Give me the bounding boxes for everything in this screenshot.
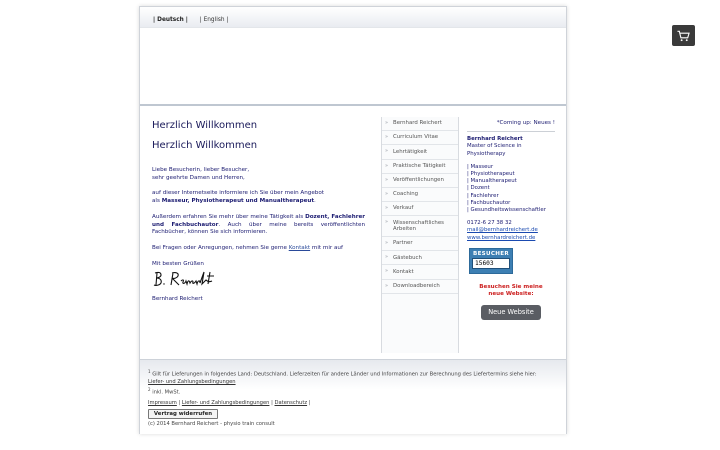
greeting-line-1: Liebe Besucherin, lieber Besucher,	[152, 167, 250, 173]
nav-item-curriculum-vitae[interactable]: » Curriculum Vitae	[382, 131, 458, 145]
footer-separator: |	[269, 400, 275, 406]
contact-link[interactable]: Kontakt	[288, 244, 311, 251]
footer-separator: |	[307, 400, 311, 406]
profile-block	[467, 136, 555, 158]
profile-name: Bernhard Reichert	[467, 136, 523, 143]
greeting-line-2: sehr geehrte Damen und Herren,	[152, 174, 245, 181]
handwritten-signature	[152, 270, 232, 288]
role-item: | Fachbuchautor	[467, 199, 511, 206]
copyright: (c) 2014 Bernhard Reichert - physio train consult	[148, 421, 275, 427]
language-bar	[140, 7, 566, 28]
nav-item-bernhard-reichert[interactable]: » Bernhard Reichert	[382, 117, 458, 131]
visitor-counter-value: 15603	[472, 258, 510, 269]
footer-links	[148, 400, 310, 406]
role-item: | Masseur	[467, 163, 494, 170]
contact-paragraph	[152, 245, 365, 253]
visit-new-site-text	[467, 284, 555, 299]
nav-item-gaestebuch[interactable]: » Gästebuch	[382, 251, 458, 265]
impressum-link[interactable]: Impressum	[148, 400, 177, 406]
role-item: | Dozent	[467, 185, 490, 192]
page-subtitle: Herzlich Willkommen	[152, 140, 258, 151]
nav-item-lehrtaetigkeit[interactable]: » Lehrtätigkeit	[382, 145, 458, 159]
role-item: | Manualtherapeut	[467, 178, 517, 185]
contact-block	[467, 220, 555, 242]
website-link[interactable]: www.bernhardreichert.de	[467, 234, 536, 241]
coming-up-link[interactable]: *Coming up: Neues !	[467, 120, 555, 132]
intro-prefix: als	[152, 198, 162, 205]
visit-text-line-1: Besuchen Sie meine	[479, 283, 543, 290]
intro-paragraph	[152, 190, 365, 206]
regards-text: Mit besten Grüßen	[152, 260, 204, 267]
nav-item-kontakt[interactable]: » Kontakt	[382, 265, 458, 279]
more-roles: Dozent, Fachlehrer und Fachbuchautor	[152, 213, 366, 228]
nav-item-partner[interactable]: » Partner	[382, 237, 458, 251]
side-navigation	[381, 117, 459, 353]
vat-note-text: inkl. MwSt.	[150, 389, 181, 396]
footer-separator: |	[176, 400, 182, 406]
nav-item-veroeffentlichungen[interactable]: » Veröffentlichungen	[382, 174, 458, 188]
contact-prefix: Bei Fragen oder Anregungen, nehmen Sie gerne	[152, 244, 289, 251]
shopping-cart-icon	[677, 30, 690, 42]
footnote-marker-2: 2	[148, 387, 151, 393]
visitor-counter	[469, 248, 513, 274]
delivery-note-text: Gilt für Lieferungen in folgendes Land: Deutschland. Lieferzeiten für andere Länder und Informationen zur Berechnung des Liefertermins siehe hier:	[150, 371, 537, 378]
nav-item-praktische-taetigkeit[interactable]: » Praktische Tätigkeit	[382, 160, 458, 174]
header-banner	[140, 28, 566, 106]
info-sidebar	[467, 120, 555, 320]
nav-item-verkauf[interactable]: » Verkauf	[382, 202, 458, 216]
more-paragraph	[152, 214, 365, 237]
delivery-terms-link[interactable]: Liefer- und Zahlungsbedingungen	[148, 378, 236, 385]
roles-list	[467, 164, 555, 214]
contact-suffix: mit mir auf	[310, 244, 343, 251]
privacy-link[interactable]: Datenschutz	[274, 400, 308, 406]
signer-name: Bernhard Reichert	[152, 296, 203, 303]
intro-suffix: .	[314, 198, 316, 205]
visitor-counter-label: BESUCHER	[473, 250, 509, 257]
intro-line-1: auf dieser Internetseite informiere ich Sie über mein Angebot	[152, 190, 324, 197]
nav-item-coaching[interactable]: » Coaching	[382, 188, 458, 202]
terms-link[interactable]: Liefer- und Zahlungsbedingungen	[181, 400, 270, 406]
email-link[interactable]: mail@bernhardreichert.de	[467, 227, 538, 234]
phone-number: 0172-6 27 38 32	[467, 220, 512, 227]
cart-button[interactable]	[672, 25, 695, 46]
greeting	[152, 167, 365, 183]
nav-item-wissenschaftliches-arbeiten[interactable]: » Wissenschaftliches Arbeiten	[382, 216, 458, 237]
lang-english-link[interactable]: | English |	[199, 17, 229, 23]
main-content	[152, 120, 365, 304]
delivery-note	[148, 368, 553, 397]
more-suffix: . Auch über meine bereits veröffentlichten Fachbücher, können Sie sich informieren.	[152, 221, 365, 236]
page-title: Herzlich Willkommen	[152, 120, 258, 131]
revoke-contract-button[interactable]: Vertrag widerrufen	[148, 409, 218, 419]
profile-degree-2: Physiotherapy	[467, 150, 506, 157]
page-frame	[139, 6, 567, 434]
more-prefix: Außerdem erfahren Sie mehr über meine Tätigkeit als	[152, 213, 306, 220]
visit-text-line-2: neue Website:	[488, 291, 534, 298]
content-area	[140, 107, 566, 359]
role-item: | Fachlehrer	[467, 192, 499, 199]
role-item: | Physiotherapeut	[467, 171, 515, 178]
footer	[140, 359, 566, 434]
lang-deutsch-link[interactable]: | Deutsch |	[153, 17, 188, 23]
footnote-marker-1: 1	[148, 369, 151, 374]
intro-professions: Masseur, Physiotherapeut und Manualtherapeut	[161, 198, 315, 205]
profile-degree-1: Master of Science in	[467, 143, 522, 150]
nav-item-downloadbereich[interactable]: » Downloadbereich	[382, 280, 458, 294]
new-website-button[interactable]: Neue Website	[481, 305, 541, 320]
role-item: | Gesundheitswissenschaftler	[467, 207, 546, 214]
